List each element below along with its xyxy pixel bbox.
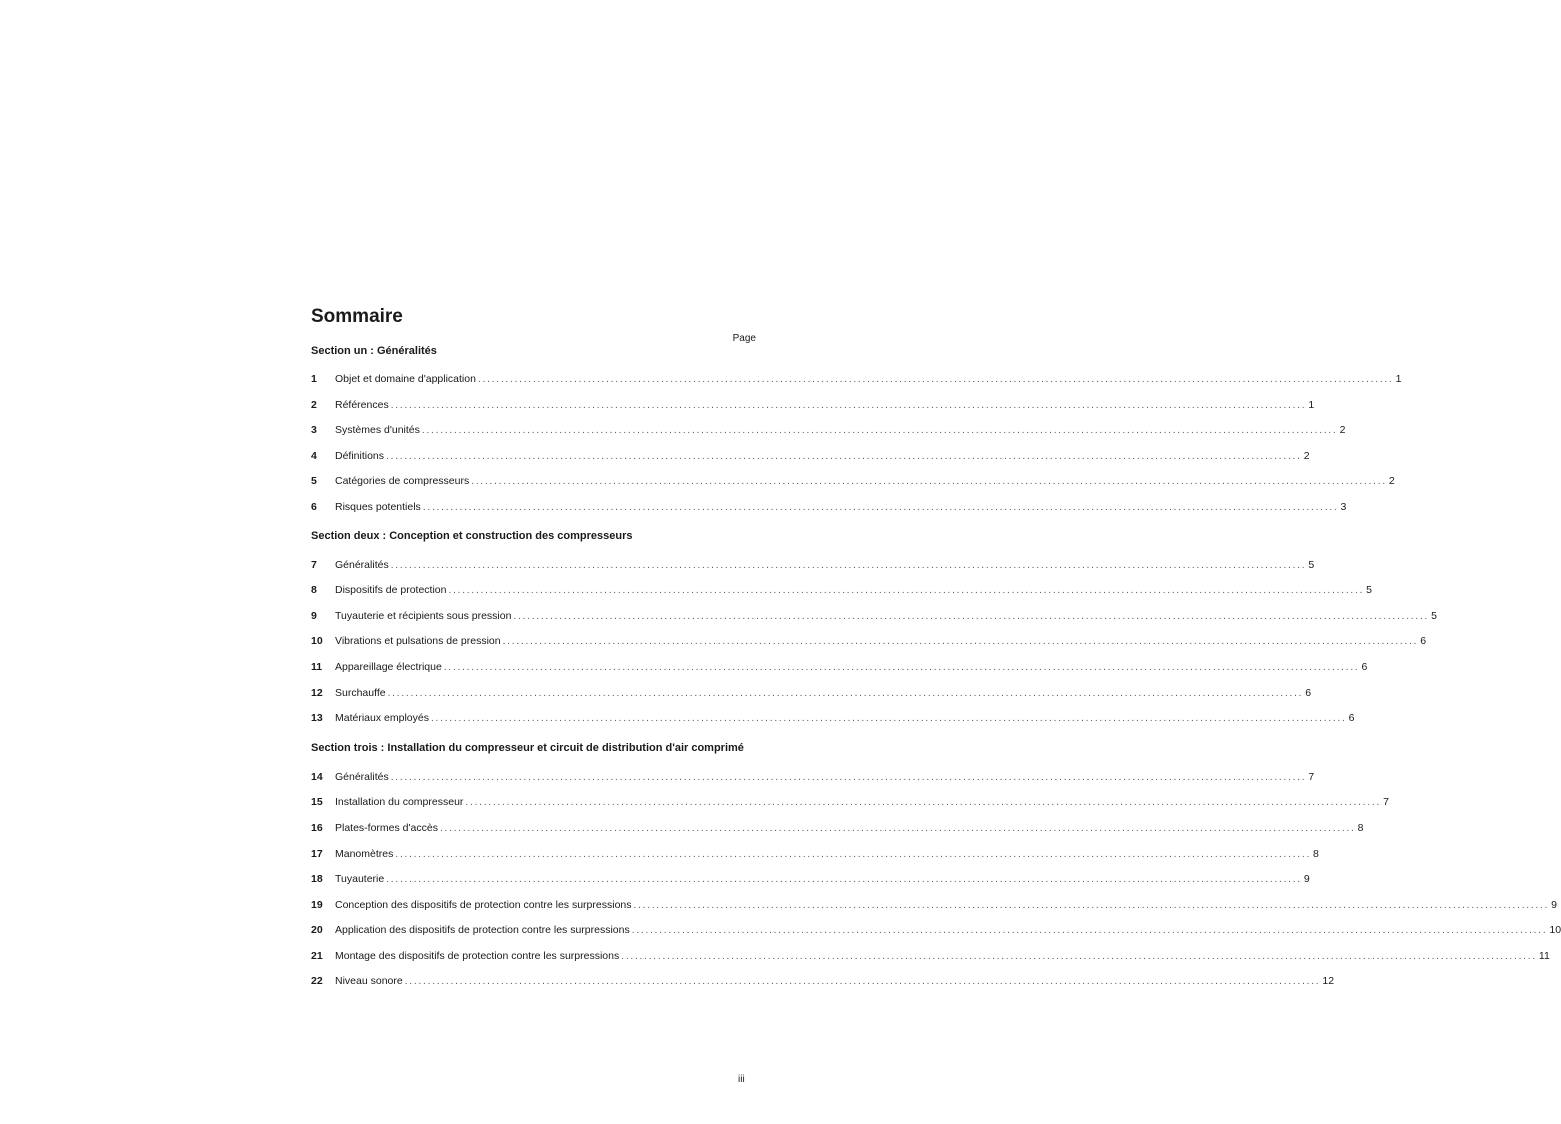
entry-page: 9 <box>1551 898 1558 911</box>
entry-label: Catégories de compresseurs <box>335 475 470 488</box>
page-title: Sommaire <box>311 306 403 327</box>
entry-page: 2 <box>1388 475 1395 488</box>
entry-label: Manomètres <box>335 847 394 860</box>
entry-page: 12 <box>1322 975 1335 988</box>
dot-leader: ........................................................................................................................................................................................................ <box>448 585 1365 597</box>
entry-line <box>335 398 1315 412</box>
entry-number: 5 <box>311 475 317 488</box>
entry-label: Surchauffe <box>335 686 386 699</box>
toc-entry <box>311 873 1310 899</box>
section-heading: Section un : Généralités <box>311 345 437 357</box>
entry-label: Tuyauterie et récipients sous pression <box>335 609 512 622</box>
entry-page: 6 <box>1361 660 1368 673</box>
entry-line <box>335 847 1319 861</box>
entry-page: 2 <box>1339 424 1346 437</box>
toc-entry <box>311 500 1347 527</box>
entry-label: Définitions <box>335 449 385 462</box>
dot-leader: ........................................................................................................................................................................................................ <box>386 874 1302 886</box>
entry-number: 18 <box>311 873 323 886</box>
entry-number: 21 <box>311 949 323 962</box>
entry-page: 1 <box>1395 373 1402 385</box>
entry-label: Tuyauterie <box>335 873 385 886</box>
entry-label: Vibrations et pulsations de pression <box>335 635 501 648</box>
entry-page: 5 <box>1431 609 1437 622</box>
entry-number: 16 <box>311 821 323 834</box>
entry-page: 6 <box>1348 712 1355 725</box>
dot-leader: ........................................................................................................................................................................................................ <box>422 501 1339 513</box>
entry-label: Montage des dispositifs de protection contre les surpressions <box>335 949 620 962</box>
entry-label: Généralités <box>335 770 389 783</box>
entry-line <box>335 712 1355 725</box>
entry-page: 6 <box>1305 686 1312 699</box>
entry-number: 12 <box>311 686 323 699</box>
entry-number: 15 <box>311 796 323 809</box>
toc-entry <box>311 975 1335 1001</box>
dot-leader: ........................................................................................................................................................................................................ <box>430 713 1347 725</box>
toc-entry <box>311 558 1315 585</box>
entry-number: 19 <box>311 898 323 911</box>
entry-label: Niveau sonore <box>335 975 403 988</box>
section-heading: Section trois : Installation du compresseur et circuit de distribution d'air comprimé <box>311 741 744 754</box>
entry-label: Risques potentiels <box>335 500 421 513</box>
entry-page: 7 <box>1308 770 1315 783</box>
entry-line <box>335 686 1312 700</box>
entry-label: Dispositifs de protection <box>335 584 447 597</box>
dot-leader: ........................................................................................................................................................................................................ <box>471 476 1387 488</box>
entry-label: Généralités <box>335 558 389 571</box>
entry-line <box>335 584 1372 597</box>
entry-label: Installation du compresseur <box>335 796 464 809</box>
entry-number: 1 <box>311 373 317 385</box>
dot-leader: ........................................................................................................................................................................................................ <box>390 771 1307 783</box>
page-column-label: Page <box>732 333 756 344</box>
dot-leader: ........................................................................................................................................................................................................ <box>390 399 1307 411</box>
entry-label: Références <box>335 398 389 411</box>
entry-number: 10 <box>311 635 323 648</box>
entry-line <box>335 898 1558 912</box>
entry-line <box>335 373 1402 386</box>
entry-number: 6 <box>311 500 317 513</box>
entry-number: 8 <box>311 584 317 597</box>
entry-page: 8 <box>1357 821 1364 834</box>
entry-number: 13 <box>311 712 323 725</box>
dot-leader: ........................................................................................................................................................................................................ <box>631 925 1548 937</box>
toc-entry <box>311 796 1389 822</box>
dot-leader: ........................................................................................................................................................................................................ <box>390 559 1307 571</box>
toc-entry <box>311 847 1319 874</box>
toc-entry <box>311 373 1402 399</box>
sections-container <box>311 345 1561 1001</box>
entry-line <box>335 635 1427 648</box>
entry-number: 22 <box>311 975 323 988</box>
entry-number: 17 <box>311 847 323 860</box>
entry-line <box>335 770 1315 784</box>
entry-page: 11 <box>1538 949 1550 962</box>
entry-line <box>335 975 1335 988</box>
toc-entry <box>311 609 1437 636</box>
entry-page: 8 <box>1313 847 1319 860</box>
entry-line <box>335 949 1550 963</box>
entry-number: 14 <box>311 770 323 783</box>
entry-line <box>335 558 1315 572</box>
entry-label: Objet et domaine d'application <box>335 373 476 385</box>
entry-label: Conception des dispositifs de protection contre les surpressions <box>335 898 632 911</box>
entry-number: 11 <box>311 660 323 673</box>
entry-number: 2 <box>311 398 317 411</box>
dot-leader: ........................................................................................................................................................................................................ <box>477 374 1394 385</box>
entry-page: 5 <box>1308 558 1315 571</box>
toc-entry <box>311 584 1372 610</box>
entry-line <box>335 924 1561 937</box>
toc-entry <box>311 635 1427 661</box>
entry-line <box>335 424 1346 437</box>
dot-leader: ........................................................................................................................................................................................................ <box>502 636 1419 648</box>
entry-page: 6 <box>1420 635 1427 648</box>
dot-leader: ........................................................................................................................................................................................................ <box>443 661 1360 673</box>
dot-leader: ........................................................................................................................................................................................................ <box>421 425 1338 437</box>
dot-leader: ........................................................................................................................................................................................................ <box>387 687 1304 699</box>
toc-entry <box>311 770 1315 797</box>
entry-page: 1 <box>1308 398 1315 411</box>
entry-label: Plates-formes d'accès <box>335 821 438 834</box>
entry-page: 3 <box>1340 500 1347 513</box>
toc-entry <box>311 898 1558 925</box>
entry-line <box>335 475 1395 488</box>
entry-label: Matériaux employés <box>335 712 429 725</box>
entry-line <box>335 796 1389 809</box>
entry-page: 10 <box>1549 924 1561 937</box>
dot-leader: ........................................................................................................................................................................................................ <box>621 950 1537 962</box>
entry-line <box>335 500 1347 514</box>
entry-number: 4 <box>311 449 317 462</box>
table-of-contents <box>311 305 1561 1001</box>
toc-entry <box>311 686 1312 713</box>
entry-label: Appareillage électrique <box>335 660 442 673</box>
dot-leader: ........................................................................................................................................................................................................ <box>465 797 1382 809</box>
entry-label: Systèmes d'unités <box>335 424 420 437</box>
toc-entry <box>311 924 1561 950</box>
toc-entry <box>311 398 1315 425</box>
entry-line <box>335 873 1310 886</box>
toc-entry <box>311 660 1368 687</box>
entry-page: 7 <box>1383 796 1389 809</box>
entry-page: 2 <box>1303 449 1310 462</box>
toc-entry <box>311 475 1395 501</box>
entry-number: 3 <box>311 424 317 437</box>
entry-number: 7 <box>311 558 317 571</box>
toc-entry <box>311 424 1346 450</box>
entry-line <box>335 449 1310 463</box>
entry-label: Application des dispositifs de protection contre les surpressions <box>335 924 630 937</box>
entry-number: 20 <box>311 924 323 937</box>
dot-leader: ........................................................................................................................................................................................................ <box>386 450 1302 462</box>
entry-page: 9 <box>1303 873 1310 886</box>
page-number: iii <box>738 1074 745 1085</box>
toc-entry <box>311 821 1364 848</box>
entry-page: 5 <box>1366 584 1372 597</box>
toc-entry <box>311 712 1355 738</box>
entry-line <box>335 609 1437 623</box>
entry-number: 9 <box>311 609 317 622</box>
toc-entry <box>311 949 1550 976</box>
entry-line <box>335 821 1364 835</box>
section-heading: Section deux : Conception et construction des compresseurs <box>311 529 633 542</box>
entry-line <box>335 660 1368 674</box>
dot-leader: ........................................................................................................................................................................................................ <box>404 976 1321 988</box>
dot-leader: ........................................................................................................................................................................................................ <box>633 899 1550 911</box>
dot-leader: ........................................................................................................................................................................................................ <box>513 610 1430 622</box>
toc-entry <box>311 449 1310 476</box>
dot-leader: ........................................................................................................................................................................................................ <box>395 848 1312 860</box>
dot-leader: ........................................................................................................................................................................................................ <box>439 822 1356 834</box>
